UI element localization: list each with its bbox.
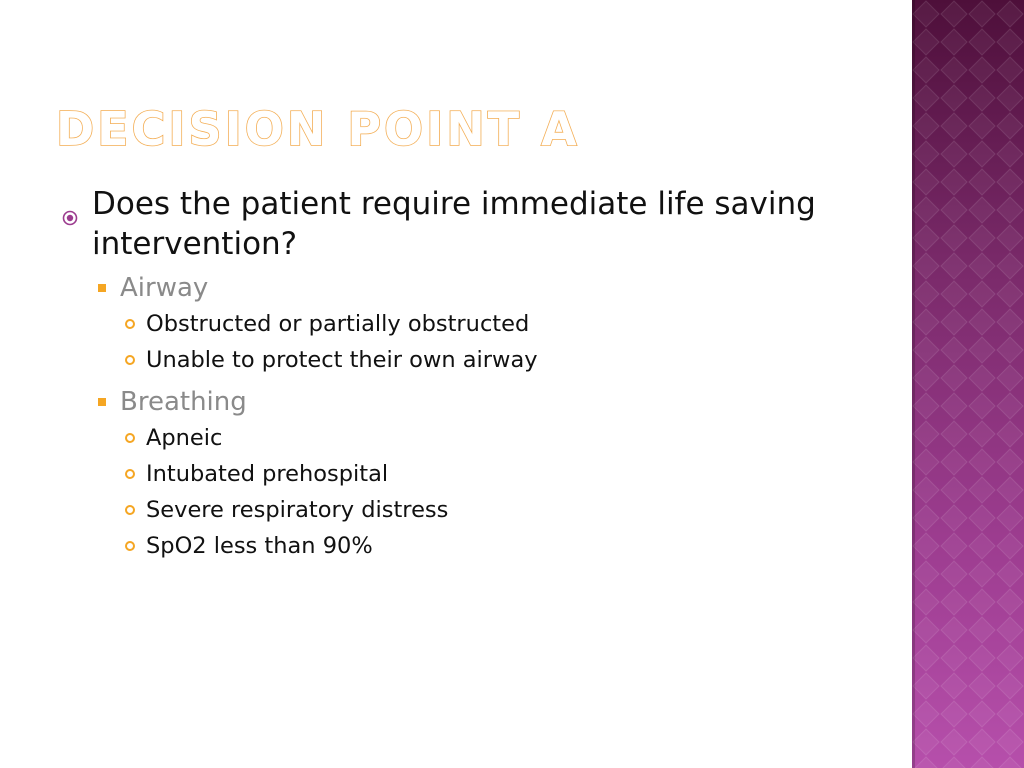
circle-bullet-icon: [125, 541, 135, 551]
main-bullet-item: [62, 184, 882, 264]
circle-bullet-icon: [125, 505, 135, 515]
section-heading-text: Breathing: [120, 387, 247, 417]
list-item-text: Obstructed or partially obstructed: [146, 311, 530, 337]
slide-title: DECISION POINT A: [56, 102, 580, 156]
section-heading-breathing: [98, 384, 882, 420]
list-item: [124, 456, 882, 492]
circle-bullet-icon: [125, 319, 135, 329]
list-item-text: SpO2 less than 90%: [146, 533, 373, 559]
square-bullet-icon: [98, 284, 106, 292]
decorative-side-band: [912, 0, 1024, 768]
square-bullet-icon: [98, 398, 106, 406]
section-heading-text: Airway: [120, 273, 209, 303]
list-item: [124, 420, 882, 456]
list-item-text: Severe respiratory distress: [146, 497, 449, 523]
list-item-text: Unable to protect their own airway: [146, 347, 538, 373]
circle-bullet-icon: [125, 433, 135, 443]
circle-bullet-icon: [125, 355, 135, 365]
list-item-text: Intubated prehospital: [146, 461, 389, 487]
list-item: [124, 306, 882, 342]
circle-bullet-icon: [125, 469, 135, 479]
diamond-pattern-icon: [912, 0, 1024, 768]
slide-body: [62, 184, 882, 564]
list-item: [124, 528, 882, 564]
main-point-text: Does the patient require immediate life saving intervention?: [92, 186, 816, 262]
section-heading-airway: [98, 270, 882, 306]
list-item: [124, 492, 882, 528]
list-item-text: Apneic: [146, 425, 223, 451]
list-item: [124, 342, 882, 378]
target-bullet-icon: [62, 196, 78, 212]
